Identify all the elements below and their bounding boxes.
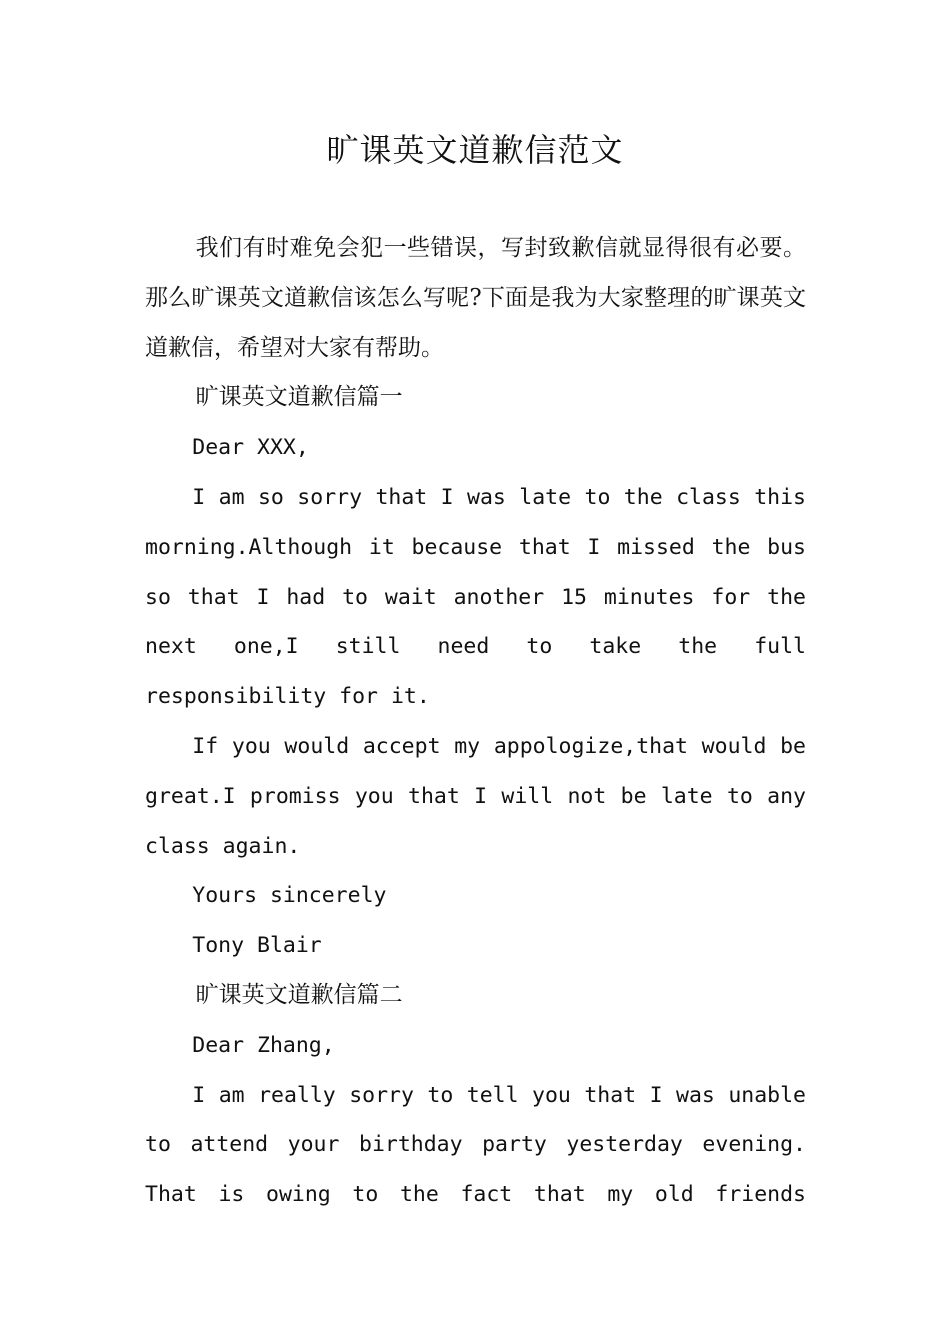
- section-heading-2: 旷课英文道歉信篇二: [195, 981, 403, 1008]
- document-body: [145, 224, 806, 1220]
- letter-2-paragraph-1: I am really sorry to tell you that I was unable to attend your birthday party yesterday evening. That is owing to the fact that my old friends: [145, 1082, 806, 1208]
- intro-paragraph: 我们有时难免会犯一些错误，写封致歉信就显得很有必要。那么旷课英文道歉信该怎么写呢?下面是我为大家整理的旷课英文道歉信，希望对大家有帮助。: [145, 235, 806, 361]
- letter-1-closing: Yours sincerely: [192, 883, 387, 909]
- document-title: 旷课英文道歉信范文: [326, 131, 624, 169]
- letter-2-salutation: Dear Zhang,: [192, 1032, 335, 1058]
- letter-1-salutation: Dear XXX,: [192, 435, 309, 461]
- section-heading-1: 旷课英文道歉信篇一: [195, 384, 403, 411]
- letter-1-paragraph-2: If you would accept my appologize,that would be great.I promiss you that I will not be late to any class again.: [145, 733, 806, 859]
- letter-1-paragraph-1: I am so sorry that I was late to the class this morning.Although it because that I missed the bus so that I had to wait another 15 minutes for the next one,I still need to take the full responsibility for it.: [145, 484, 806, 710]
- letter-1-signature: Tony Blair: [192, 933, 322, 959]
